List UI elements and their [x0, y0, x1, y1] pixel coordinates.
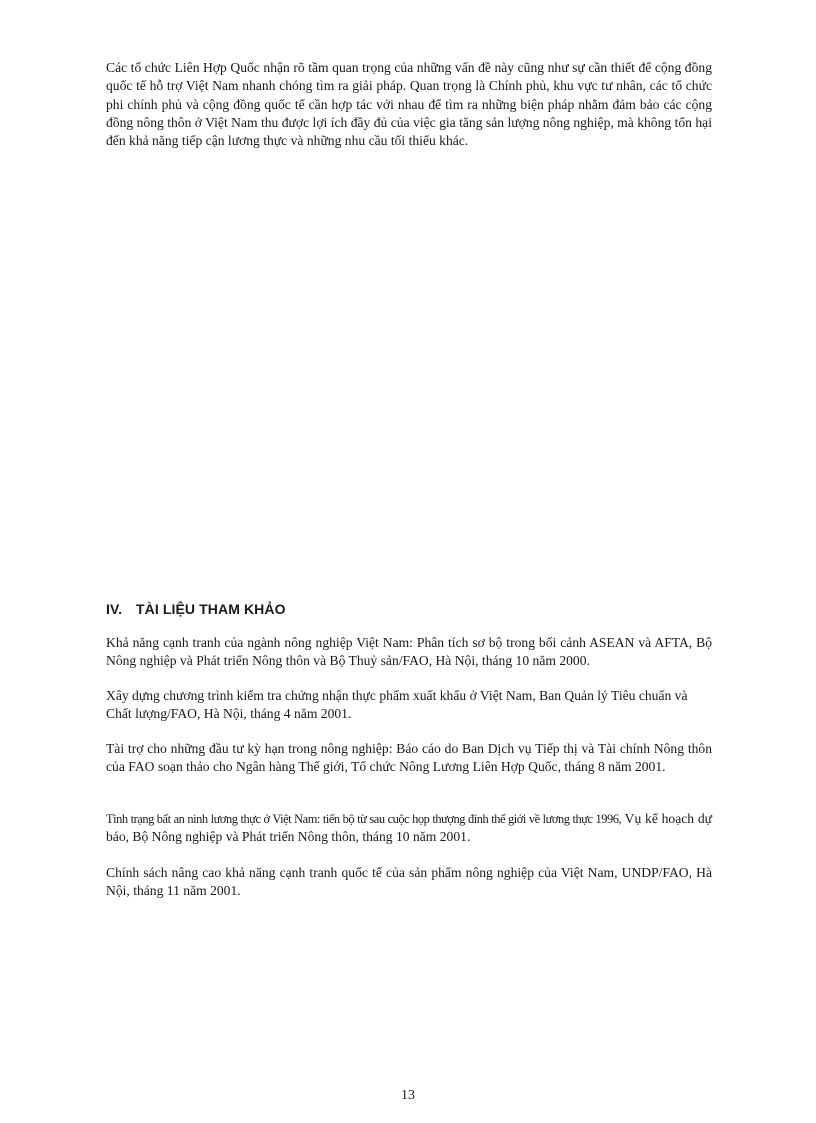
reference-item-title: Tình trạng bất an ninh lương thực ở Việt Nam: tiến bộ từ sau cuộc họp thượng đỉnh thế giới về lương thực 1996,: [106, 812, 622, 826]
reference-item: Chính sách nâng cao khả năng cạnh tranh quốc tế của sản phẩm nông nghiệp của Việt Nam, UNDP/FAO, Hà Nội, tháng 11 năm 2001.: [106, 865, 712, 899]
reference-item: Khả năng cạnh tranh của ngành nông nghiệp Việt Nam: Phân tích sơ bộ trong bối cảnh ASEAN và AFTA, Bộ Nông nghiệp và Phát triển Nông thôn và Bộ Thuỷ sản/FAO, Hà Nội, tháng 10 năm 2000.: [106, 635, 712, 669]
reference-item-source: Vụ kế hoạch dự báo, Bộ Nông nghiệp và Phát triển Nông thôn, tháng 10 năm 2001.: [106, 811, 712, 845]
reference-item: Xây dựng chương trình kiểm tra chứng nhận thực phẩm xuất khẩu ở Việt Nam, Ban Quản lý Tiêu chuẩn và Chất lượng/FAO, Hà Nội, tháng 4 năm 2001.: [106, 688, 688, 722]
section-number: IV.: [106, 601, 123, 617]
intro-paragraph: Các tổ chức Liên Hợp Quốc nhận rõ tầm quan trọng của những vấn đề này cũng như sự cần thiết để cộng đồng quốc tế hỗ trợ Việt Nam nhanh chóng tìm ra giải pháp. Quan trọng là Chính phủ, khu vực tư nhân, các tổ chức phi chính phủ và cộng đồng quốc tế cần hợp tác với nhau để tìm ra những biện pháp nhằm đảm bảo các cộng đồng nông thôn ở Việt Nam thu được lợi ích đầy đủ của việc gia tăng sản lượng nông nghiệp, mà không tổn hại đến khả năng tiếp cận lương thực và những nhu cầu tối thiểu khác.: [106, 60, 712, 149]
reference-item: [106, 810, 712, 847]
section-title: TÀI LIỆU THAM KHẢO: [136, 601, 286, 617]
page-number: 13: [401, 1088, 415, 1103]
reference-item: Tài trợ cho những đầu tư kỳ hạn trong nông nghiệp: Báo cáo do Ban Dịch vụ Tiếp thị và Tài chính Nông thôn của FAO soạn thảo cho Ngân hàng Thế giới, Tổ chức Nông Lương Liên Hợp Quốc, tháng 8 năm 2001.: [106, 741, 712, 775]
section-heading: [106, 601, 286, 617]
